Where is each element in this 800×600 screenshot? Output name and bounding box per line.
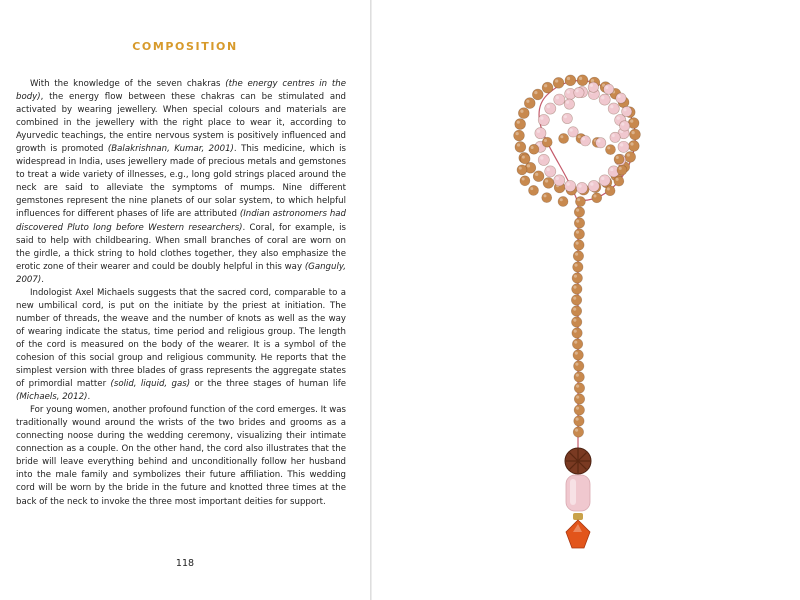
- rose-quartz-bead-highlight: [601, 96, 604, 99]
- rose-quartz-bead-highlight: [576, 89, 579, 92]
- wood-bead-highlight: [573, 297, 576, 300]
- text-run: or the three stages of human life: [190, 379, 347, 390]
- italic-citation: (solid, liquid, gas): [110, 379, 191, 390]
- italic-citation: (Indian astronomers had discovered Pluto long before Western researchers): [16, 209, 346, 233]
- wood-bead: [617, 165, 627, 175]
- wood-bead-highlight: [535, 173, 538, 176]
- wood-bead: [574, 416, 584, 426]
- italic-citation: (Ganguly, 2007): [16, 261, 346, 285]
- wood-bead-highlight: [519, 167, 522, 170]
- rose-quartz-bead-highlight: [612, 134, 615, 137]
- wood-bead-highlight: [573, 308, 576, 311]
- wood-bead: [572, 273, 582, 283]
- wood-bead-highlight: [616, 178, 619, 181]
- wood-bead-highlight: [544, 139, 547, 142]
- wood-bead: [614, 176, 624, 186]
- wood-bead: [572, 284, 582, 294]
- wood-bead: [628, 141, 639, 152]
- rose-quartz-bead: [588, 180, 599, 191]
- wood-bead: [574, 229, 584, 239]
- wood-bead: [571, 295, 581, 305]
- rose-quartz-bead: [622, 106, 632, 116]
- wood-bead: [577, 75, 588, 86]
- rose-quartz-bead: [608, 103, 619, 114]
- wood-bead: [574, 394, 584, 404]
- wood-bead: [592, 193, 602, 203]
- rose-quartz-bead: [538, 154, 549, 165]
- paragraph: [16, 287, 346, 404]
- wood-bead: [573, 251, 583, 261]
- rose-quartz-bead-highlight: [621, 123, 624, 126]
- wood-bead-highlight: [575, 253, 578, 256]
- wood-bead-highlight: [576, 385, 579, 388]
- rose-quartz-bead-highlight: [570, 129, 573, 132]
- text-run: .: [41, 274, 44, 285]
- text-run: . Coral, for example, is said to help with childbearing. When small branches of coral are worn on the girdle, a thick string to hold clothes together, they also emphasize the erotic zone of their wearer and could be doubly helpful in this way: [16, 222, 346, 272]
- rose-quartz-bead-highlight: [610, 168, 613, 171]
- rose-quartz-highlight: [570, 479, 576, 505]
- rose-quartz-bead: [599, 175, 610, 186]
- rose-quartz-bead-highlight: [623, 108, 626, 111]
- wood-bead: [543, 177, 554, 188]
- rose-quartz-bead: [564, 99, 574, 109]
- wood-bead: [571, 306, 581, 316]
- rose-quartz-bead: [538, 114, 549, 125]
- wood-bead-highlight: [522, 156, 525, 159]
- rose-quartz-bead-highlight: [556, 177, 559, 180]
- wood-bead-highlight: [576, 418, 579, 421]
- wood-bead-highlight: [607, 187, 610, 190]
- page-heading: COMPOSITION: [132, 40, 238, 53]
- wood-bead-highlight: [576, 231, 579, 234]
- wood-bead: [573, 262, 583, 272]
- rose-quartz-bead-highlight: [567, 90, 570, 93]
- wood-bead-highlight: [517, 143, 520, 146]
- wood-bead: [532, 89, 543, 100]
- wood-bead-highlight: [594, 195, 597, 198]
- wood-bead: [630, 129, 641, 140]
- wood-bead-highlight: [531, 146, 534, 149]
- wood-bead: [574, 372, 584, 382]
- wood-bead: [574, 405, 584, 415]
- wood-bead-highlight: [576, 396, 579, 399]
- rose-quartz-bead-highlight: [547, 105, 550, 108]
- wood-bead: [572, 328, 582, 338]
- text-run: , the energy flow between these chakras can be stimulated and activated by wearing jewellery. When special colours and materials are combined in the jewellery with the right place to wear it, according to Ayurvedic teachings, the entire nervous system is positively influenced and growth is promoted: [16, 92, 346, 155]
- rose-quartz-bead: [588, 82, 598, 92]
- text-run: .: [87, 392, 91, 403]
- rose-quartz-bead: [610, 132, 620, 142]
- wood-bead-highlight: [534, 91, 537, 94]
- wood-bead: [573, 427, 583, 437]
- necklace-drawing: [514, 75, 641, 548]
- rose-quartz-bead-highlight: [540, 116, 543, 119]
- wood-bead: [574, 207, 584, 217]
- wood-bead-highlight: [627, 153, 630, 156]
- wood-bead-highlight: [560, 198, 563, 201]
- wood-bead: [605, 186, 615, 196]
- wood-bead: [572, 339, 582, 349]
- rose-quartz-bead: [568, 127, 578, 137]
- wood-bead: [542, 82, 553, 93]
- wood-bead-highlight: [573, 319, 576, 322]
- wood-bead: [573, 350, 583, 360]
- wood-bead-highlight: [616, 156, 619, 159]
- wood-bead: [515, 142, 526, 153]
- wood-bead-highlight: [577, 198, 580, 201]
- rose-quartz-bead-highlight: [617, 116, 620, 119]
- wood-bead: [520, 154, 530, 164]
- paragraph: [16, 78, 346, 287]
- rose-quartz-bead-highlight: [540, 156, 543, 159]
- rose-quartz-bead: [562, 113, 572, 123]
- wood-bead-highlight: [560, 135, 563, 138]
- wood-bead-highlight: [578, 135, 581, 138]
- rose-quartz-bead-highlight: [547, 168, 550, 171]
- body-text: [16, 78, 346, 509]
- right-page: [372, 0, 800, 600]
- wood-bead-highlight: [527, 164, 530, 167]
- wood-bead-highlight: [576, 209, 579, 212]
- wood-bead-highlight: [574, 341, 577, 344]
- text-run: For young women, another profound function of the cord emerges. It was traditionally wound around the wrists of the two brides and grooms as a connecting noose during the wedding ceremony, visualizing their intimate connection as a couple. On the other hand, the cord also illustrates that the bride will leave everything behind and unconditionally follow her husband into the male family and symbolizes their future affiliation. This wedding cord will be worn by the bride in the future and knotted three times at the back of the neck to invoke the three most important deities for support.: [16, 405, 346, 507]
- wood-bead-highlight: [575, 429, 578, 432]
- rose-quartz-bead: [576, 182, 587, 193]
- rose-quartz-bead: [599, 94, 610, 105]
- wood-bead-highlight: [544, 194, 547, 197]
- wood-bead-highlight: [545, 179, 548, 182]
- wood-bead: [517, 165, 527, 175]
- wood-bead-highlight: [574, 275, 577, 278]
- rose-quartz-bead: [554, 175, 565, 186]
- rose-quartz-bead: [618, 141, 629, 152]
- rose-quartz-bead-highlight: [537, 130, 540, 133]
- wood-bead-highlight: [517, 121, 520, 124]
- wood-bead: [575, 197, 585, 207]
- rose-quartz-bead-highlight: [605, 86, 608, 89]
- wood-bead-highlight: [575, 352, 578, 355]
- wood-bead-highlight: [520, 110, 523, 113]
- wood-bead: [515, 119, 526, 130]
- mala-necklace-photo: [372, 0, 800, 600]
- wood-bead-highlight: [576, 242, 579, 245]
- rose-quartz-bead-highlight: [567, 182, 570, 185]
- wood-bead-highlight: [619, 167, 622, 170]
- rose-quartz-bead-highlight: [578, 184, 581, 187]
- rose-quartz-bead: [545, 166, 556, 177]
- wood-bead-highlight: [567, 77, 570, 80]
- rose-quartz-bead-highlight: [597, 139, 600, 142]
- wood-bead-highlight: [630, 142, 633, 145]
- wood-bead: [520, 176, 530, 186]
- rose-quartz-bead: [619, 121, 629, 131]
- wood-bead: [574, 383, 584, 393]
- wood-bead: [542, 137, 552, 147]
- wood-bead-highlight: [631, 131, 634, 134]
- wood-bead: [529, 144, 539, 154]
- wood-bead-highlight: [555, 79, 558, 82]
- rose-quartz-bead-highlight: [590, 84, 593, 87]
- wood-bead: [574, 240, 584, 250]
- wood-bead-highlight: [574, 264, 577, 267]
- wood-bead: [574, 361, 584, 371]
- rose-quartz-bead-highlight: [618, 95, 621, 98]
- wood-bead: [542, 193, 552, 203]
- rose-quartz-bead: [554, 94, 565, 105]
- rose-quartz-bead-highlight: [564, 115, 567, 118]
- rose-quartz-tube: [566, 475, 590, 511]
- wood-bead: [529, 185, 539, 195]
- italic-citation: (the energy centres in the body): [16, 79, 346, 103]
- wood-bead-highlight: [574, 330, 577, 333]
- rose-quartz-bead-highlight: [620, 143, 623, 146]
- wood-bead: [565, 75, 576, 86]
- italic-citation: (Michaels, 2012): [16, 392, 88, 403]
- wood-bead-highlight: [579, 77, 582, 80]
- text-run: . This medicine, which is widespread in India, uses jewellery made of precious metals and gemstones to treat a wide variety of illnesses, e.g., long gold strings placed around the neck are said to alleviate the symptoms of mumps. Nine different gemstones represent the nine planets of our solar system, to which helpful influences for different phases of life are attributed: [16, 144, 346, 220]
- wood-bead: [533, 171, 544, 182]
- page-number: 118: [175, 558, 195, 569]
- rose-quartz-bead: [545, 103, 556, 114]
- wood-bead-highlight: [522, 178, 525, 181]
- wood-bead-highlight: [607, 146, 610, 149]
- wood-bead-highlight: [515, 132, 518, 135]
- text-run: With the knowledge of the seven chakras: [30, 79, 226, 89]
- wood-bead: [571, 317, 581, 327]
- rose-quartz-bead: [535, 128, 546, 139]
- rose-quartz-bead: [595, 138, 605, 148]
- wood-bead-highlight: [576, 220, 579, 223]
- wood-bead: [559, 133, 569, 143]
- wood-bead: [625, 151, 636, 162]
- wood-bead-highlight: [530, 187, 533, 190]
- wood-bead: [558, 196, 568, 206]
- italic-citation: (Balakrishnan, Kumar, 2001): [107, 144, 234, 155]
- wood-bead: [614, 154, 624, 164]
- paragraph: [16, 404, 346, 508]
- wood-bead-highlight: [576, 374, 579, 377]
- gold-cap: [573, 513, 583, 520]
- wood-bead: [524, 98, 535, 109]
- wood-bead-highlight: [544, 84, 547, 87]
- wood-bead-highlight: [526, 100, 529, 103]
- wood-bead-highlight: [573, 286, 576, 289]
- rose-quartz-bead: [603, 84, 613, 94]
- rose-quartz-bead: [580, 136, 590, 146]
- rose-quartz-bead-highlight: [582, 137, 585, 140]
- wood-bead: [518, 108, 529, 119]
- wood-bead: [553, 77, 564, 88]
- rose-quartz-bead-highlight: [601, 177, 604, 180]
- rose-quartz-bead-highlight: [610, 105, 613, 108]
- rose-quartz-bead: [565, 180, 576, 191]
- rose-quartz-bead-highlight: [566, 101, 569, 104]
- rose-quartz-bead-highlight: [556, 96, 559, 99]
- wood-bead: [574, 218, 584, 228]
- text-run: Indologist Axel Michaels suggests that the sacred cord, comparable to a new umbilical cord, is put on the initiate by the priest at initiation. The number of threads, the weave and the number of knots as well as the way of wearing indicate the status, time period and religious group. The length of the cord is measured on the body of the wearer. It is a symbol of the cohesion of this social group and religious community. He reports that the simplest version with three blades of grass represents the aggregate states of primordial matter: [16, 287, 346, 390]
- rose-quartz-bead: [574, 87, 584, 97]
- left-page: [0, 0, 370, 600]
- wood-bead-highlight: [575, 363, 578, 366]
- rose-quartz-bead: [616, 93, 626, 103]
- wood-bead: [514, 130, 525, 141]
- rose-quartz-bead-highlight: [590, 182, 593, 185]
- wood-bead-highlight: [630, 120, 633, 123]
- wood-bead-highlight: [576, 407, 579, 410]
- wood-bead: [605, 145, 615, 155]
